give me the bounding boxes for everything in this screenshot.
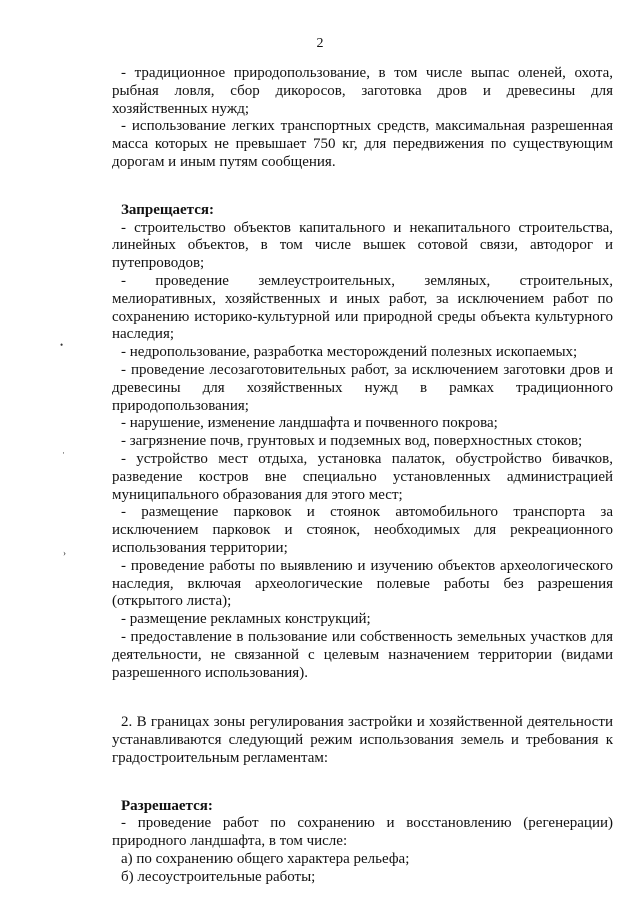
list-item: - проведение лесозаготовительных работ, за исключением заготовки дров и древесины для хозяйственных нужд в рамках традиционного природопользования;	[112, 361, 613, 414]
list-item: - нарушение, изменение ландшафта и почвенного покрова;	[121, 415, 498, 432]
page-number: 2	[316, 36, 324, 51]
list-item: - размещение парковок и стоянок автомобильного транспорта за исключением парковок и стоянок, необходимых для рекреационного использования территории;	[112, 504, 613, 556]
list-item: - проведение землеустроительных, земляных, строительных, мелиоративных, хозяйственных и иных работ, за исключением работ по сохранению историко-культурной или природной среды объекта культурного наследия;	[112, 272, 613, 343]
list-item: - строительство объектов капитального и некапитального строительства, линейных объектов, в том числе вышек сотовой связи, автодорог и путепроводов;	[112, 219, 613, 272]
margin-mark: ›	[63, 548, 66, 558]
zone-paragraph: 2. В границах зоны регулирования застройки и хозяйственной деятельности устанавливаются следующий режим использования земель и требования к градостроительным регламентам:	[112, 714, 613, 766]
list-item: - традиционное природопользование, в том числе выпас оленей, охота, рыбная ловля, сбор дикоросов, заготовка дров и древесины для хозяйственных нужд;	[112, 65, 613, 117]
document-body	[112, 65, 613, 887]
list-item: - предоставление в пользование или собственность земельных участков для деятельности, не связанной с целевым назначением территории (видами разрешенного использования).	[112, 628, 613, 681]
list-item: - загрязнение почв, грунтовых и подземных вод, поверхностных стоков;	[121, 433, 583, 450]
list-item: - проведение работы по выявлению и изучению объектов археологического наследия, включая археологические полевые работы без разрешения (открытого листа);	[112, 557, 613, 610]
list-item: - проведение работ по сохранению и восстановлению (регенерации) природного ландшафта, в том числе:	[112, 815, 613, 850]
list-item: - использование легких транспортных средств, максимальная разрешенная масса которых не превышает 750 кг, для передвижения по существующим дорогам и иным путям сообщения.	[112, 118, 613, 170]
section-heading-permitted: Разрешается:	[121, 797, 213, 814]
list-item: а) по сохранению общего характера рельефа;	[121, 851, 410, 868]
margin-mark: •	[60, 340, 64, 350]
list-item: - устройство мест отдыха, установка палаток, обустройство бивачков, разведение костров вне специально установленных администрацией муниципального образования для этого мест;	[112, 450, 613, 503]
section-heading-forbidden: Запрещается:	[121, 201, 215, 218]
margin-mark: ·	[62, 448, 65, 458]
list-item: - размещение рекламных конструкций;	[121, 611, 371, 628]
list-item: - недропользование, разработка месторождений полезных ископаемых;	[121, 344, 578, 361]
list-item: б) лесоустроительные работы;	[121, 868, 316, 885]
